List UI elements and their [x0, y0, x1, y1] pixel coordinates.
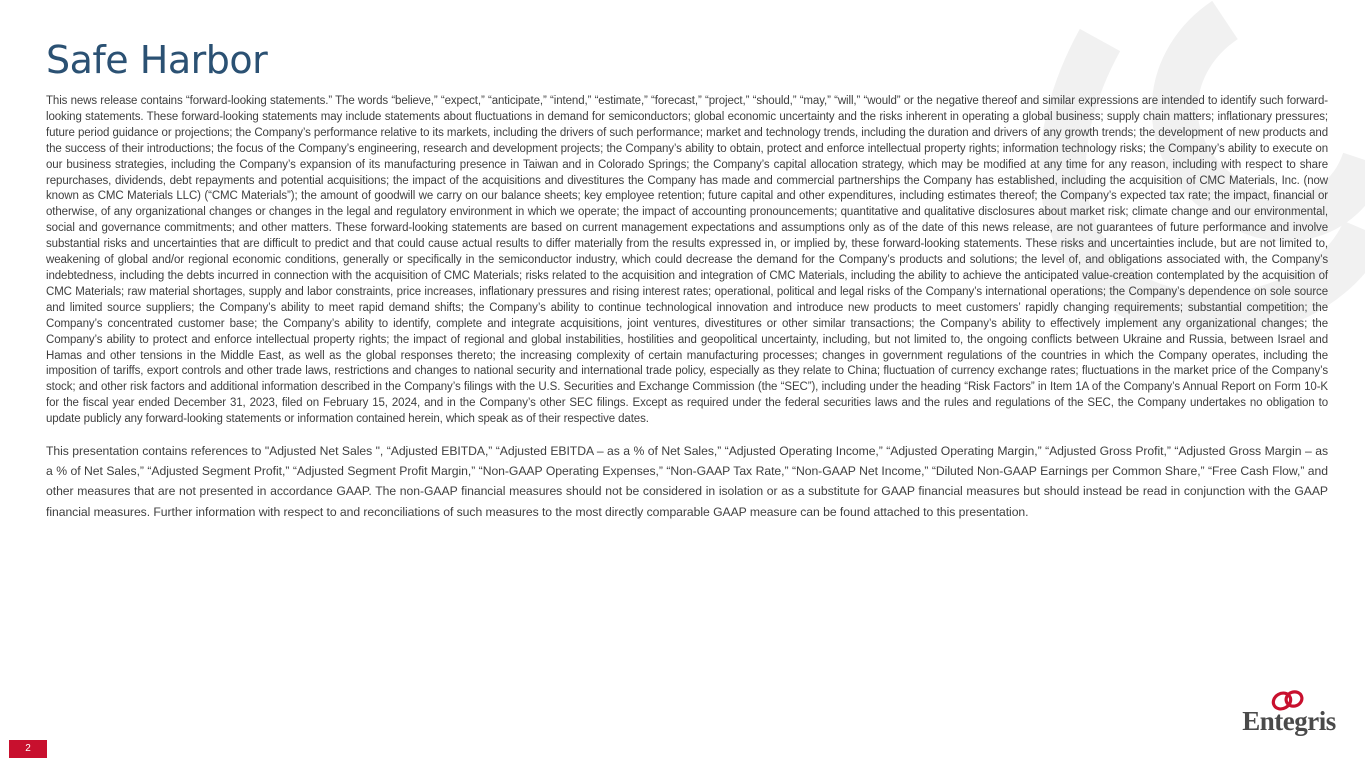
logo-wordmark: Entegris — [1242, 706, 1336, 736]
safe-harbor-body — [46, 94, 1328, 522]
page-number-badge: 2 — [9, 740, 47, 758]
forward-looking-statements-paragraph: This news release contains “forward-looking statements.” The words “believe,” “expect,” “anticipate,” “intend,” “estimate,” “forecast,” “project,” “should,” “may,” “will,” “would” or the negative thereof and similar expressions are intended to identify such forward-looking statements. These forward-looking statements may include statements about fluctuations in demand for semiconductors; global economic uncertainty and the risks inherent in operating a global business; supply chain matters; inflationary pressures; future period guidance or projections; the Company’s performance relative to its markets, including the drivers of such performance; market and technology trends, including the duration and drivers of any growth trends; the development of new products and the success of their introductions; the focus of the Company’s engineering, research and development projects; the Company’s ability to obtain, protect and enforce intellectual property rights; information technology risks; the Company’s ability to execute on our business strategies, including the Company’s expansion of its manufacturing presence in Taiwan and in Colorado Springs; the Company’s capital allocation strategy, which may be modified at any time for any reason, including with respect to share repurchases, dividends, debt repayments and potential acquisitions; the impact of the acquisitions and divestitures the Company has made and commercial partnerships the Company has established, including the acquisition of CMC Materials, Inc. (now known as CMC Materials LLC) (“CMC Materials”); the amount of goodwill we carry on our balance sheets; key employee retention; future capital and other expenditures, including estimates thereof; the Company’s expected tax rate; the impact, financial or otherwise, of any organizational changes or changes in the legal and regulatory environment in which we operate; the impact of accounting pronouncements; quantitative and qualitative disclosures about market risk; climate change and our environmental, social and governance commitments; and other matters. These forward-looking statements are based on current management expectations and assumptions only as of the date of this news release, are not guarantees of future performance and involve substantial risks and uncertainties that are difficult to predict and that could cause actual results to differ materially from the results expressed in, or implied by, these forward-looking statements. These risks and uncertainties include, but are not limited to, weakening of global and/or regional economic conditions, generally or specifically in the semiconductor industry, which could decrease the demand for the Company’s products and solutions; the level of, and obligations associated with, the Company’s indebtedness, including the debts incurred in connection with the acquisition of CMC Materials; risks related to the acquisition and integration of CMC Materials, including the ability to achieve the anticipated value-creation contemplated by the acquisition of CMC Materials; raw material shortages, supply and labor constraints, price increases, inflationary pressures and rising interest rates; operational, political and legal risks of the Company’s international operations; the Company’s dependence on sole source and limited source suppliers; the Company’s ability to meet rapid demand shifts; the Company’s ability to continue technological innovation and introduce new products to meet customers’ rapidly changing requirements; substantial competition; the Company’s concentrated customer base; the Company’s ability to identify, complete and integrate acquisitions, joint ventures, divestitures or other similar transactions; the Company’s ability to effectively implement any organizational changes; the Company’s ability to protect and enforce intellectual property rights; the impact of regional and global instabilities, hostilities and geopolitical uncertainty, including, but not limited to, the ongoing conflicts between Ukraine and Russia, between Israel and Hamas and other tensions in the Middle East, as well as the global responses thereto; the increasing complexity of certain manufacturing processes; changes in government regulations of the countries in which the Company operates, including the imposition of tariffs, export controls and other trade laws, restrictions and changes to national security and international trade policy, especially as they relate to China; fluctuation of currency exchange rates; fluctuations in the market price of the Company’s stock; and other risk factors and additional information described in the Company’s filings with the U.S. Securities and Exchange Commission (the “SEC”), including under the heading “Risk Factors” in Item 1A of the Company’s Annual Report on Form 10-K for the fiscal year ended December 31, 2023, filed on February 15, 2024, and in the Company’s other SEC filings. Except as required under the federal securities laws and the rules and regulations of the SEC, the Company undertakes no obligation to update publicly any forward-looking statements or information contained herein, which speak as of their respective dates. — [46, 95, 1328, 426]
page-title: Safe Harbor — [46, 38, 268, 82]
non-gaap-measures-paragraph: This presentation contains references to "Adjusted Net Sales ", “Adjusted EBITDA,” “Adjusted EBITDA – as a % of Net Sales,” “Adjusted Operating Income,” “Adjusted Operating Margin,” “Adjusted Gross Profit,” “Adjusted Gross Margin – as a % of Net Sales,” “Adjusted Segment Profit,” “Adjusted Segment Profit Margin,” “Non-GAAP Operating Expenses,” “Non-GAAP Tax Rate,” “Non-GAAP Net Income,” “Diluted Non-GAAP Earnings per Common Share,” “Free Cash Flow,” and other measures that are not presented in accordance GAAP. The non-GAAP financial measures should not be considered in isolation or as a substitute for GAAP financial measures but should instead be read in conjunction with the GAAP financial measures. Further information with respect to and reconciliations of such measures to the most directly comparable GAAP measure can be found attached to this presentation. — [46, 444, 1328, 519]
entegris-logo — [1232, 688, 1344, 752]
